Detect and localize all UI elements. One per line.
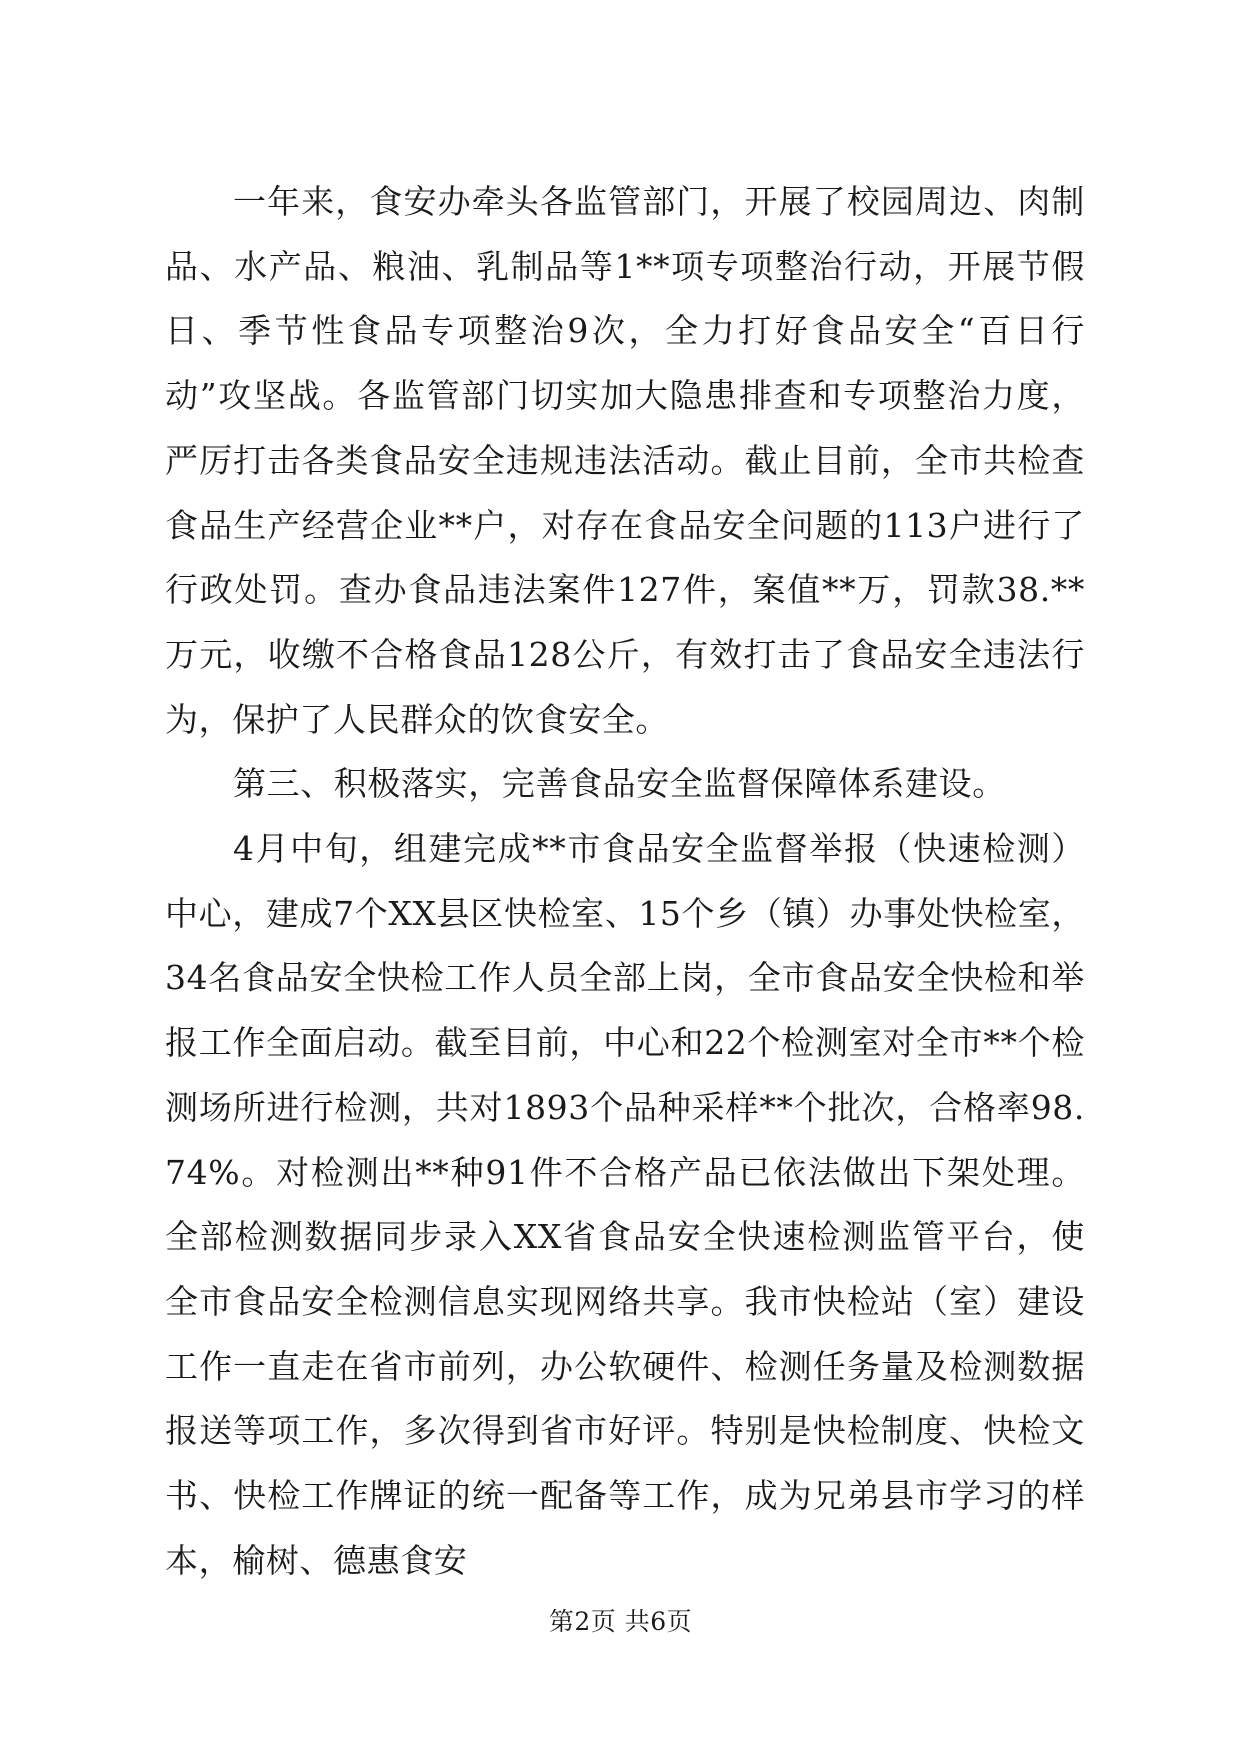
paragraph-enforcement-summary: 一年来，食安办牵头各监管部门，开展了校园周边、肉制品、水产品、粮油、乳制品等1**项专项整治行动，开展节假日、季节性食品专项整治9次，全力打好食品安全“百日行动”攻坚战。各监管部门切实加大隐患排查和专项整治力度，严厉打击各类食品安全违规违法活动。截止目前，全市共检查食品生产经营企业**户，对存在食品安全问题的113户进行了行政处罚。查办食品违法案件127件，案值**万，罚款38.**万元，收缴不合格食品128公斤，有效打击了食品安全违法行为，保护了人民群众的饮食安全。 (165, 182, 1085, 739)
paragraph-testing-center: 4月中旬，组建完成**市食品安全监督举报（快速检测）中心，建成7个XX县区快检室、15个乡（镇）办事处快检室，34名食品安全快检工作人员全部上岗，全市食品安全快检和举报工作全面启动。截至目前，中心和22个检测室对全市**个检测场所进行检测，共对1893个品种采样**个批次，合格率98.74%。对检测出**种91件不合格产品已依法做出下架处理。全部检测数据同步录入XX省食品安全快速检测监管平台，使全市食品安全检测信息实现网络共享。我市快检站（室）建设工作一直走在省市前列，办公软硬件、检测任务量及检测数据报送等项工作，多次得到省市好评。特别是快检制度、快检文书、快检工作牌证的统一配备等工作，成为兄弟县市学习的样本，榆树、德惠食安 (165, 829, 1085, 1580)
document-body (165, 170, 1085, 1593)
paragraph-section-heading: 第三、积极落实，完善食品安全监督保障体系建设。 (233, 764, 1006, 804)
page-number-footer: 第2页 共6页 (548, 1607, 693, 1636)
